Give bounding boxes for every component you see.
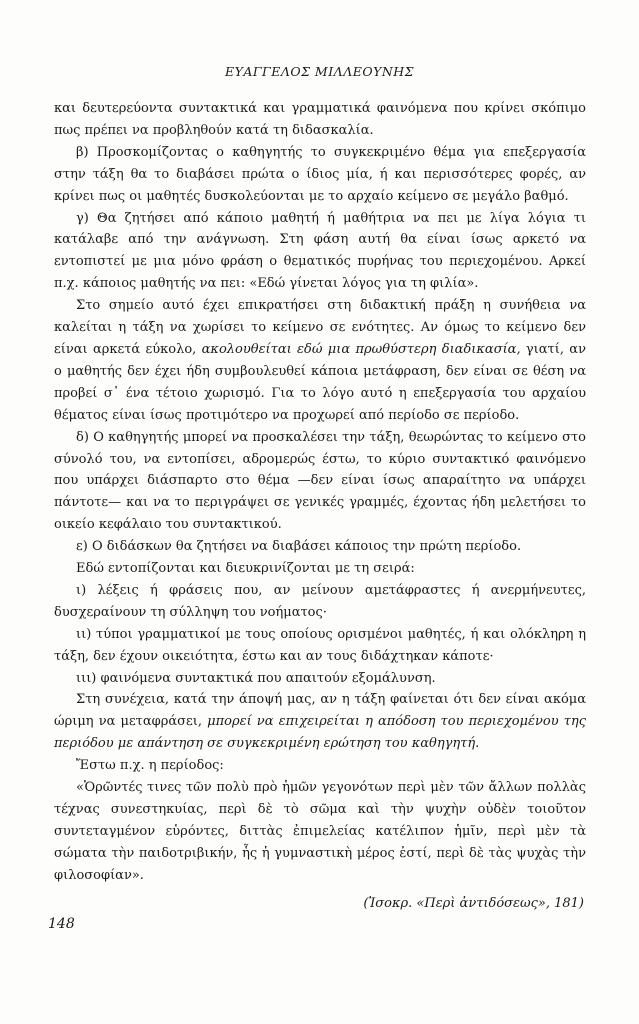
paragraph: [54, 755, 586, 777]
text-run: Στη συνέχεια, κατά την άποψή μας, αν η τάξη φαίνεται ότι δεν είναι ακόμα ώριμη να μεταφράσει,: [54, 692, 586, 730]
text-run: Στο σημείο αυτό έχει επικρατήσει στη διδακτική πράξη η συνήθεια να καλείται η τάξη να χωρίσει το κείμενο σε ενότητες. Αν όμως το κείμενο δεν είναι αρκετά εύκολο,: [54, 298, 586, 357]
paragraph: [54, 777, 586, 887]
text-run: ιιι) φαινόμενα συντακτικά που απαιτούν εξομάλυνση.: [76, 670, 436, 686]
text-run: Ἔστω π.χ. η περίοδος:: [76, 758, 224, 774]
text-run: γ) Θα ζητήσει από κάποιο μαθητή ή μαθήτρια να πει με λίγα λόγια τι κατάλαβε από την ανάγνωση. Στη φάση αυτή θα είναι ίσως αρκετό να εντοπιστεί με μια μόνο φράση ο θεματικός πυρήνας του περιεχομένου. Αρκεί π.χ. κάποιος μαθητής να πει: «Εδώ γίνεται λόγος για τη φιλία».: [54, 210, 586, 292]
paragraph: [54, 689, 586, 755]
paragraph: [54, 295, 586, 426]
text-run: ε) Ο διδάσκων θα ζητήσει να διαβάσει κάποιος την πρώτη περίοδο.: [76, 539, 522, 555]
text-run: και δευτερεύοντα συντακτικά και γραμματικά φαινόμενα που κρίνει σκόπιμο πως πρέπει να προβληθούν κατά τη διδασκαλία.: [54, 101, 586, 138]
text-run: δ) Ο καθηγητής μπορεί να προσκαλέσει την τάξη, θεωρώντας το κείμενο στο σύνολό του, να εντοπίσει, αδρομερώς έστω, το κύριο συντακτικό φαινόμενο που υπάρχει διάσπαρτο στο θέμα —δεν είναι ίσως απαραίτητο να υπάρχει πάντοτε— και να το περιγράψει σε γενικές γραμμές, έχοντας ήδη μελετήσει το οικείο κεφάλαιο του συντακτικού.: [54, 429, 586, 533]
text-run: ι) λέξεις ή φράσεις που, αν μείνουν αμετάφραστες ή ανερμήνευτες, δυσχεραίνουν τη σύλληψη του νοήματος·: [54, 582, 586, 620]
running-header: ΕΥΑΓΓΕΛΟΣ ΜΙΛΛΕΟΥΝΗΣ: [224, 64, 415, 79]
text-run: Εδώ εντοπίζονται και διευκρινίζονται με τη σειρά:: [76, 561, 415, 577]
quote-source: (Ἰσοκρ. «Περὶ ἀντιδόσεως», 181): [363, 895, 584, 911]
page-number: 148: [48, 916, 75, 932]
body-text: [54, 98, 586, 915]
italic-text: μπορεί να επιχειρείται η απόδοση του περιεχομένου της περιόδου με απάντηση σε συγκεκριμένη ερώτηση του καθηγητή.: [54, 714, 586, 752]
paragraph: [54, 558, 586, 580]
text-run: β) Προσκομίζοντας ο καθηγητής το συγκεκριμένο θέμα για επεξεργασία στην τάξη θα το διαβάσει πρώτα ο ίδιος μία, ή και περισσότερες φορές, αν κρίνει πως οι μαθητές δυσκολεύονται με το αρχαίο κείμενο σε μεγάλο βαθμό.: [54, 144, 586, 204]
paragraph: [54, 142, 586, 208]
italic-text: ακολουθείται εδώ μια πρωθύστερη διαδικασία,: [201, 341, 521, 357]
paragraph: [54, 624, 586, 668]
text-run: ιι) τύποι γραμματικοί με τους οποίους ορισμένοι μαθητές, ή και ολόκληρη η τάξη, δεν έχουν οικειότητα, έστω και αν τους διδάχτηκαν κάποτε·: [54, 626, 586, 664]
paragraph: [54, 98, 586, 142]
paragraph: [54, 668, 586, 690]
paragraph: [54, 580, 586, 624]
paragraph: [54, 536, 586, 558]
paragraph: [54, 208, 586, 296]
text-run: γιατί, αν ο μαθητής δεν έχει ήδη συμβουλευθεί κάποια μετάφραση, δεν είναι σε θέση να προβεί σ᾿ ένα τέτοιο χωρισμό. Για το λόγο αυτό η επεξεργασία του αρχαίου θέματος είναι ίσως προτιμότερο να προχωρεί από περίοδο σε περίοδο.: [54, 341, 586, 423]
text-run: «Ὁρῶντές τινες τῶν πολὺ πρὸ ἡμῶν γεγονότων περὶ μὲν τῶν ἄλλων πολλὰς τέχνας συνεστηκυίας, περὶ δὲ τὸ σῶμα καὶ τὴν ψυχὴν οὐδὲν τοιοῦτον συντεταγμένον εὑρόντες, διττὰς ἐπιμελείας κατέλιπον ἡμῖν, περὶ μὲν τὰ σώματα τὴν παιδοτριβικήν, ἧς ἡ γυμναστικὴ μέρος ἐστί, περὶ δὲ τὰς ψυχὰς τὴν φιλοσοφίαν».: [54, 780, 586, 883]
paragraph: [54, 427, 586, 537]
